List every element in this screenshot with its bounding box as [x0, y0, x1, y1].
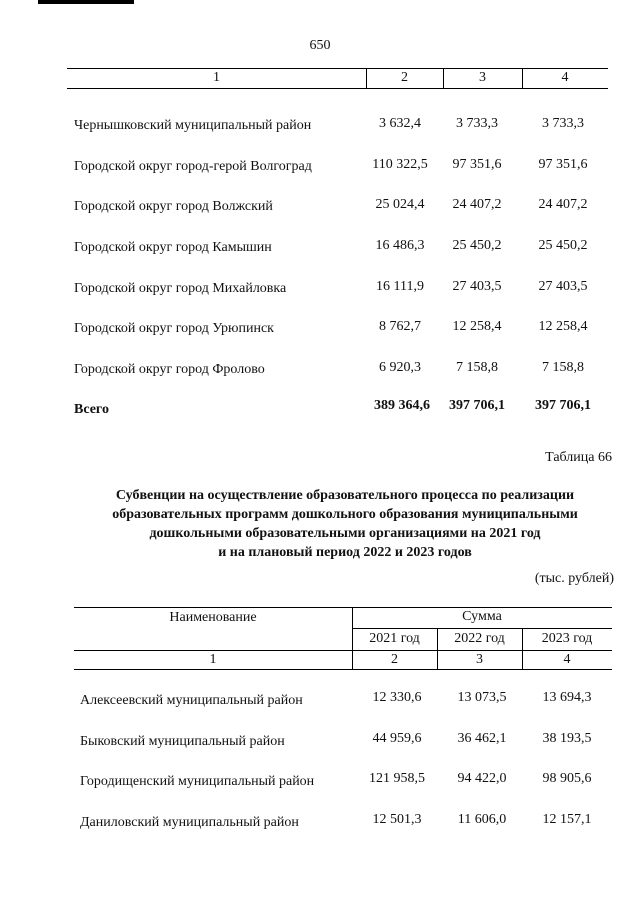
table1-header-bottom-border — [67, 88, 608, 89]
table2-top-border — [74, 607, 612, 608]
row-value-2022: 11 606,0 — [457, 812, 507, 827]
total-value-2021: 389 364,6 — [374, 398, 430, 413]
row-name: Городской округ город Михайловка — [74, 281, 287, 296]
table2-header-divider — [74, 650, 612, 651]
row-name: Городской округ город Фролово — [74, 362, 265, 377]
total-value-2022: 397 706,1 — [449, 398, 505, 413]
row-value-2021: 8 762,7 — [379, 319, 421, 334]
row-value-2022: 13 073,5 — [457, 690, 507, 705]
row-value-2021: 16 486,3 — [375, 238, 425, 253]
table1-header-col2: 2 — [401, 70, 408, 85]
row-value-2023: 97 351,6 — [538, 157, 588, 172]
row-value-2023: 98 905,6 — [542, 771, 592, 786]
row-value-2022: 25 450,2 — [452, 238, 502, 253]
row-value-2021: 25 024,4 — [375, 197, 425, 212]
col-number-1: 1 — [209, 652, 217, 667]
units-label: (тыс. рублей) — [534, 571, 614, 586]
row-name: Городищенский муниципальный район — [80, 774, 315, 789]
table1-header-col1: 1 — [213, 70, 220, 85]
row-value-2021: 16 111,9 — [376, 279, 424, 294]
row-value-2022: 27 403,5 — [452, 279, 502, 294]
col-header-sum: Сумма — [462, 609, 502, 624]
row-value-2021: 110 322,5 — [372, 157, 428, 172]
table2-numbers-divider — [74, 669, 612, 670]
row-value-2023: 12 258,4 — [538, 319, 588, 334]
row-value-2023: 12 157,1 — [542, 812, 592, 827]
row-value-2023: 38 193,5 — [542, 731, 592, 746]
col-header-year-2021: 2021 год — [369, 631, 420, 646]
col-header-year-2023: 2023 год — [541, 631, 593, 646]
row-name: Быковский муниципальный район — [80, 734, 285, 749]
row-value-2022: 12 258,4 — [452, 319, 502, 334]
row-value-2023: 24 407,2 — [538, 197, 588, 212]
row-name: Даниловский муниципальный район — [80, 815, 299, 830]
row-value-2022: 24 407,2 — [452, 197, 502, 212]
title-line: дошкольными образовательными организациями на 2021 год — [149, 526, 541, 541]
row-value-2021: 6 920,3 — [379, 360, 421, 375]
row-value-2022: 97 351,6 — [452, 157, 502, 172]
table1-header-col3: 3 — [479, 70, 486, 85]
row-name: Городской округ город Урюпинск — [74, 321, 274, 336]
title-line: и на плановый период 2022 и 2023 годов — [218, 545, 472, 560]
row-value-2021: 3 632,4 — [379, 116, 421, 131]
row-name: Алексеевский муниципальный район — [80, 693, 303, 708]
row-value-2023: 13 694,3 — [542, 690, 592, 705]
row-value-2023: 3 733,3 — [542, 116, 584, 131]
table1-top-border — [67, 68, 608, 69]
total-label: Всего — [74, 402, 109, 417]
row-value-2022: 36 462,1 — [457, 731, 507, 746]
row-value-2023: 7 158,8 — [542, 360, 584, 375]
scan-edge-mark — [38, 0, 134, 4]
col-number-3: 3 — [476, 652, 483, 667]
table2-sum-divider — [352, 628, 612, 629]
row-value-2021: 12 330,6 — [372, 690, 422, 705]
title-line: образовательных программ дошкольного образования муниципальными — [112, 507, 578, 522]
row-name: Городской округ город Волжский — [74, 199, 273, 214]
col-number-2: 2 — [391, 652, 398, 667]
table-number-label: Таблица 66 — [545, 450, 612, 465]
row-name: Городской округ город-герой Волгоград — [74, 159, 312, 174]
col-header-name: Наименование — [169, 610, 257, 625]
row-value-2023: 27 403,5 — [538, 279, 588, 294]
row-value-2021: 44 959,6 — [372, 731, 422, 746]
table1-header-col4: 4 — [561, 70, 569, 85]
col-header-year-2022: 2022 год — [454, 631, 505, 646]
row-name: Городской округ город Камышин — [74, 240, 272, 255]
row-value-2021: 121 958,5 — [369, 771, 425, 786]
col-number-4: 4 — [563, 652, 571, 667]
row-name: Чернышковский муниципальный район — [74, 118, 312, 133]
total-value-2023: 397 706,1 — [535, 398, 591, 413]
page-number: 650 — [309, 38, 331, 53]
row-value-2023: 25 450,2 — [538, 238, 588, 253]
title-line: Субвенции на осуществление образовательного процесса по реализации — [115, 488, 575, 503]
table-title — [80, 486, 610, 562]
row-value-2021: 12 501,3 — [372, 812, 422, 827]
row-value-2022: 94 422,0 — [457, 771, 507, 786]
row-value-2022: 3 733,3 — [456, 116, 498, 131]
row-value-2022: 7 158,8 — [456, 360, 498, 375]
